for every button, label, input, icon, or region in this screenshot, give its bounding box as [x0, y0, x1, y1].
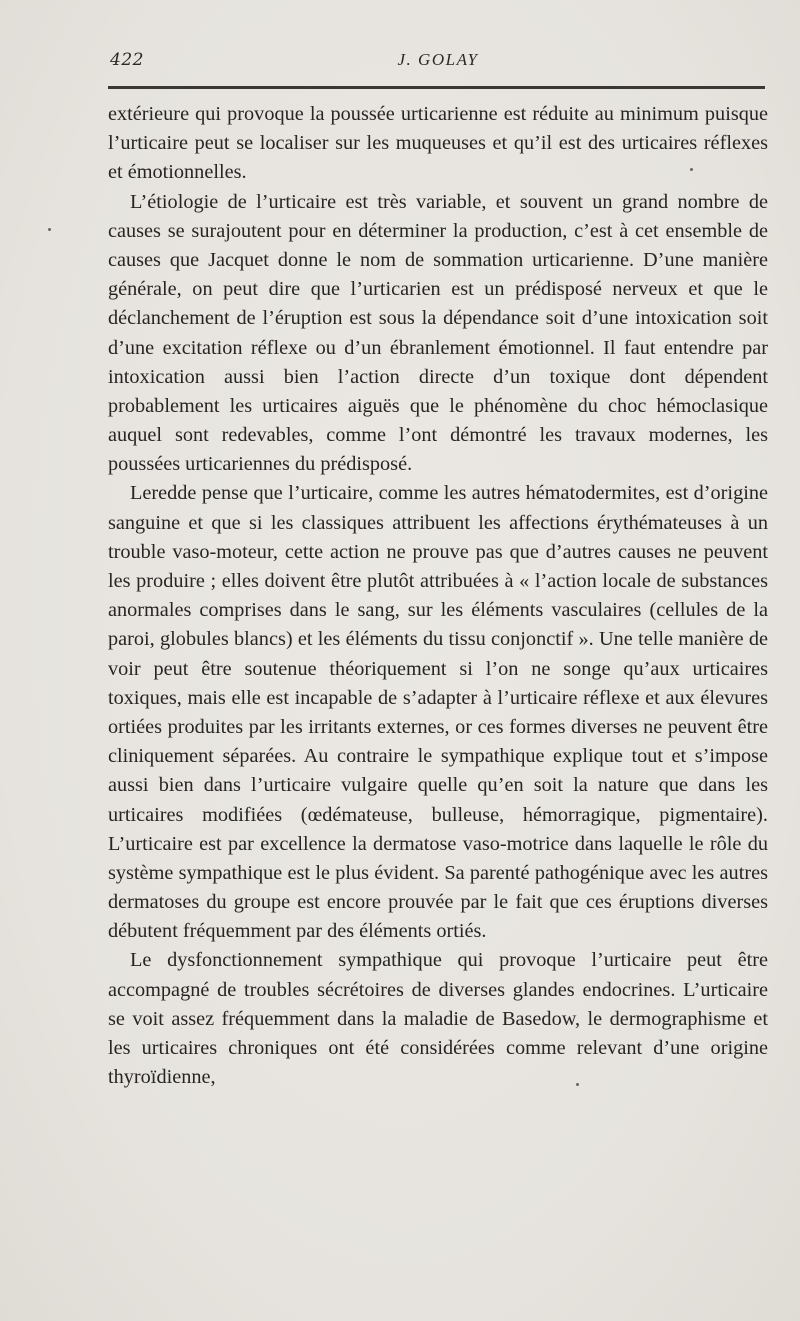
running-title: J. GOLAY	[397, 50, 479, 69]
paragraph-sympathetic: Le dysfonctionnement sympathique qui provoque l’urticaire peut être accompagné de troubles sécrétoires de diverses glandes endocrines. L’urticaire se voit assez fréquemment dans la maladie de Basedow, le dermographisme et les urticaires chroniques ont été considérées comme relevant d’une origine thyroïdienne,	[108, 949, 768, 1089]
header-rule	[108, 86, 765, 89]
paper-speck	[48, 228, 51, 231]
paragraph-etiology: L’étiologie de l’urticaire est très variable, et souvent un grand nombre de causes se surajoutent pour en déterminer la production, c’est à cet ensemble de causes que Jacquet donne le nom de sommation urticarienne. D’une manière générale, on peut dire que l’urticarien est un prédisposé nerveux et que le déclanchement de l’éruption est sous la dépendance soit d’une intoxication soit d’une excitation réflexe ou d’un ébranlement émotionnel. Il faut entendre par intoxication aussi bien l’action directe d’un toxique dont dépendent probablement les urticaires aiguës que le phénomène du choc hémoclasique auquel sont redevables, comme l’ont démontré les travaux modernes, les poussées urticariennes du prédisposé.	[108, 190, 768, 476]
paper-speck	[690, 168, 693, 171]
body-text	[108, 100, 768, 1092]
paper-speck	[576, 1083, 579, 1086]
page-number: 422	[110, 50, 144, 70]
paragraph-continuation: extérieure qui provoque la poussée urticarienne est réduite au minimum puisque l’urticaire peut se localiser sur les muqueuses et qu’il est des urticaires réflexes et émotionnelles.	[108, 103, 768, 184]
paragraph-leredde: Leredde pense que l’urticaire, comme les autres hématodermites, est d’origine sanguine et que si les classiques attribuent les affections érythémateuses à un trouble vaso-moteur, cette action ne prouve pas que d’autres causes ne peuvent les produire ; elles doivent être plutôt attribuées à « l’action locale de substances anormales comprises dans le sang, sur les éléments vasculaires (cellules de la paroi, globules blancs) et les éléments du tissu conjonctif ». Une telle manière de voir peut être soutenue théoriquement si l’on ne songe qu’aux urticaires toxiques, mais elle est incapable de s’adapter à l’urticaire réflexe et aux élevures ortiées produites par les irritants externes, or ces formes diverses ne peuvent être cliniquement séparées. Au contraire le sympathique explique tout et s’impose aussi bien dans l’urticaire vulgaire quelle qu’en soit la nature que dans les urticaires modifiées (œdémateuse, bulleuse, hémorragique, pigmentaire). L’urticaire est par excellence la dermatose vaso-motrice dans laquelle le rôle du système sympathique est le plus évident. Sa parenté pathogénique avec les autres dermatoses du groupe est encore prouvée par le fait que ces éruptions diverses débutent fréquemment par des éléments ortiés.	[108, 482, 768, 943]
page-header	[110, 42, 766, 82]
